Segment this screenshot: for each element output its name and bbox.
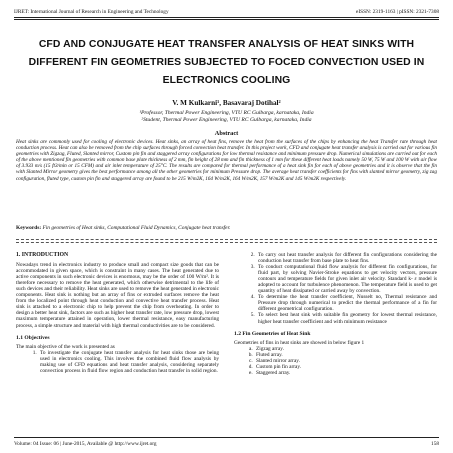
affiliation-1: ¹Professor, Thermal Power Engineering, VTU RC Gulbarga, karnataka, India [139, 110, 314, 116]
left-column [16, 252, 219, 374]
header-rule-2 [14, 19, 439, 20]
keywords-rule-2 [16, 242, 437, 243]
running-footer [14, 441, 439, 447]
footer-volume [14, 441, 157, 447]
keywords-rule [16, 239, 437, 240]
fin-geometry-item: e. Staggered array. [254, 370, 437, 376]
affiliation-2: ²Student, Thermal Power Engineering, VTU RC Gulbarga, karnataka, India [141, 117, 312, 123]
objective-item: 3. To conduct computational fluid flow analysis for different fin configurations, for fluid part, by solving Navier-Stroke equations to get velocity vectors, pressure contours and temperature fields for given inlet air velocity. Standard k- ε model is adopted to account for turbulence phenomenon. The temperature field is used to get quantity of heat dissipated or carried away by convection. [256, 264, 437, 294]
fin-geometry-item: d. Custom pin fin array. [254, 364, 437, 370]
objective-item: 5. To select best heat sink with suitable fin geometry for lowest thermal resistance, higher heat transfer coefficient and with minimum resistance [256, 312, 437, 324]
fin-geometry-item: c. Slanted mirror array. [254, 358, 437, 364]
fin-geometry-item: a. Zigzag array. [254, 346, 437, 352]
keywords-label: Keywords: [16, 225, 42, 231]
keywords-text: Fin geometries of Heat sinks, Computational Fluid Dynamics, Conjugate heat transfer. [42, 225, 231, 231]
section-introduction-heading: 1. INTRODUCTION [16, 252, 69, 258]
objectives-list-continued [234, 252, 437, 325]
paper-title: CFD AND CONJUGATE HEAT TRANSFER ANALYSIS OF HEAT SINKS WITH DIFFERENT FIN GEOMETRIES SUBJECTED TO FOCED CONVECTION USED IN ELECTRONICS COOLING [28, 39, 425, 86]
running-header [14, 9, 439, 15]
objective-item: 2. To carry out heat transfer analysis for different fin configurations considering the conduction heat transfer from base plate to heat fins. [256, 252, 437, 264]
authors: V. M Kulkarni¹, Basavaraj Dotihal² [172, 99, 281, 107]
footer-volume-text: Volume: 04 Issue: 06 | June-2015, Available @ [14, 441, 114, 447]
objectives-heading: 1.1 Objectives [16, 334, 50, 341]
fin-geometries-heading: 1.2 Fin Geometries of Heat Sink [234, 330, 311, 337]
page-number: 158 [431, 441, 439, 447]
introduction-paragraph: Nowadays trend in electronics industry to produce small and compact size goods that can be accommodated in given space, which is constraint in many cases. The heat generated due to active components in such electronic devices is enormous, may be the order of 100 W/m². It is therefore necessary to remove the heat generated, which otherwise detrimental to the life of such devices and their reliability. Heat sinks are used to remove the heat generated in electronic components. Heat sink is nothing but an array of fins or extruded surfaces remove the heat from the localized point through heat conduction and convective heat transfer process. Heat sink is attached to a electronic chip to help prevent the chip from overheating. In order to design a better heat sink, factors are such as higher heat transfer rate, low pressure drop, lowest maximum temperature attained in operation, lower thermal resistance, easy manufacturing process, a simple structure and material with high thermal conductivities are to be considered. [16, 262, 219, 329]
objective-item: 1. To investigate the conjugate heat transfer analysis for heat sinks those are being used in electronics cooling. This involves the combined fluid flow analysis by making use of CFD equations and heat transfer analysis, considering separately convection process in fluid flow region and conduction heat transfer in solid region. [38, 350, 219, 374]
fin-geometry-item: b. Fluted array. [254, 352, 437, 358]
fin-geometries-list [234, 346, 437, 376]
footer-rule [14, 437, 439, 438]
objectives-list [16, 350, 219, 374]
journal-name: IJRET: International Journal of Research in Engineering and Technology [14, 9, 169, 15]
keywords [16, 225, 437, 231]
abstract-text: Heat sinks are commonly used for cooling of electronic devices. Heat sinks, an array of heat fins, remove the heat from the surfaces of the chips by enhancing the heat Transfer rate through heat conduction process. Heat can also be removed from the chip surfaces through forced convection heat transfer. In this project work, CFD and conjugate heat transfer analysis is carried out for various fin geometries with Zigzag, Fluted, Slanted mirror, Custom pin fin and staggered array configurations for low thermal resistance and minimum pressure drop. Numerical simulations are carried out for each of the above mentioned fin geometries with common base plate thickness of 2 mm, fin height of 28 mm and fin thickness of 1 mm for these different heat loads namely 50 W, 75 W and 100 W with air flow of 3.933 m/s (15 ft3/min or 15 CFM) and air inlet temperature of 25°C. The results are compared for thermal performance of a heat sink fin for each of above geometries and it is observe that the fin with Slanted Mirror geometry gives the best performance among all the other geometries for minimum Pressure drop. The average heat transfer coefficients for fins with slanted mirror geometry, zig zag configuration, fluted type, custom pin fin and staggered array are found to be 215 W/m2K, 164 W/m2K, 164 W/m2K, 157 W/m2K and 145 W/m2K respectively. [16, 139, 437, 182]
header-rule [14, 17, 439, 18]
objective-item: 4. To determine the heat transfer coefficient, Nusselt no, Thermal resistance and Pressure drop through numerical to predict the thermal performance of a fin for different geometrical configuration. [256, 294, 437, 312]
abstract-heading: Abstract [214, 130, 239, 137]
right-column [234, 252, 437, 376]
issn: eISSN: 2319-1163 | pISSN: 2321-7308 [356, 9, 439, 15]
objectives-intro: The main objective of the work is presented as [16, 343, 115, 350]
fin-geometries-intro: Geometries of fins in heat sinks are showed in below figure 1 [234, 339, 365, 346]
journal-link[interactable]: http://www.ijret.org [114, 441, 157, 447]
